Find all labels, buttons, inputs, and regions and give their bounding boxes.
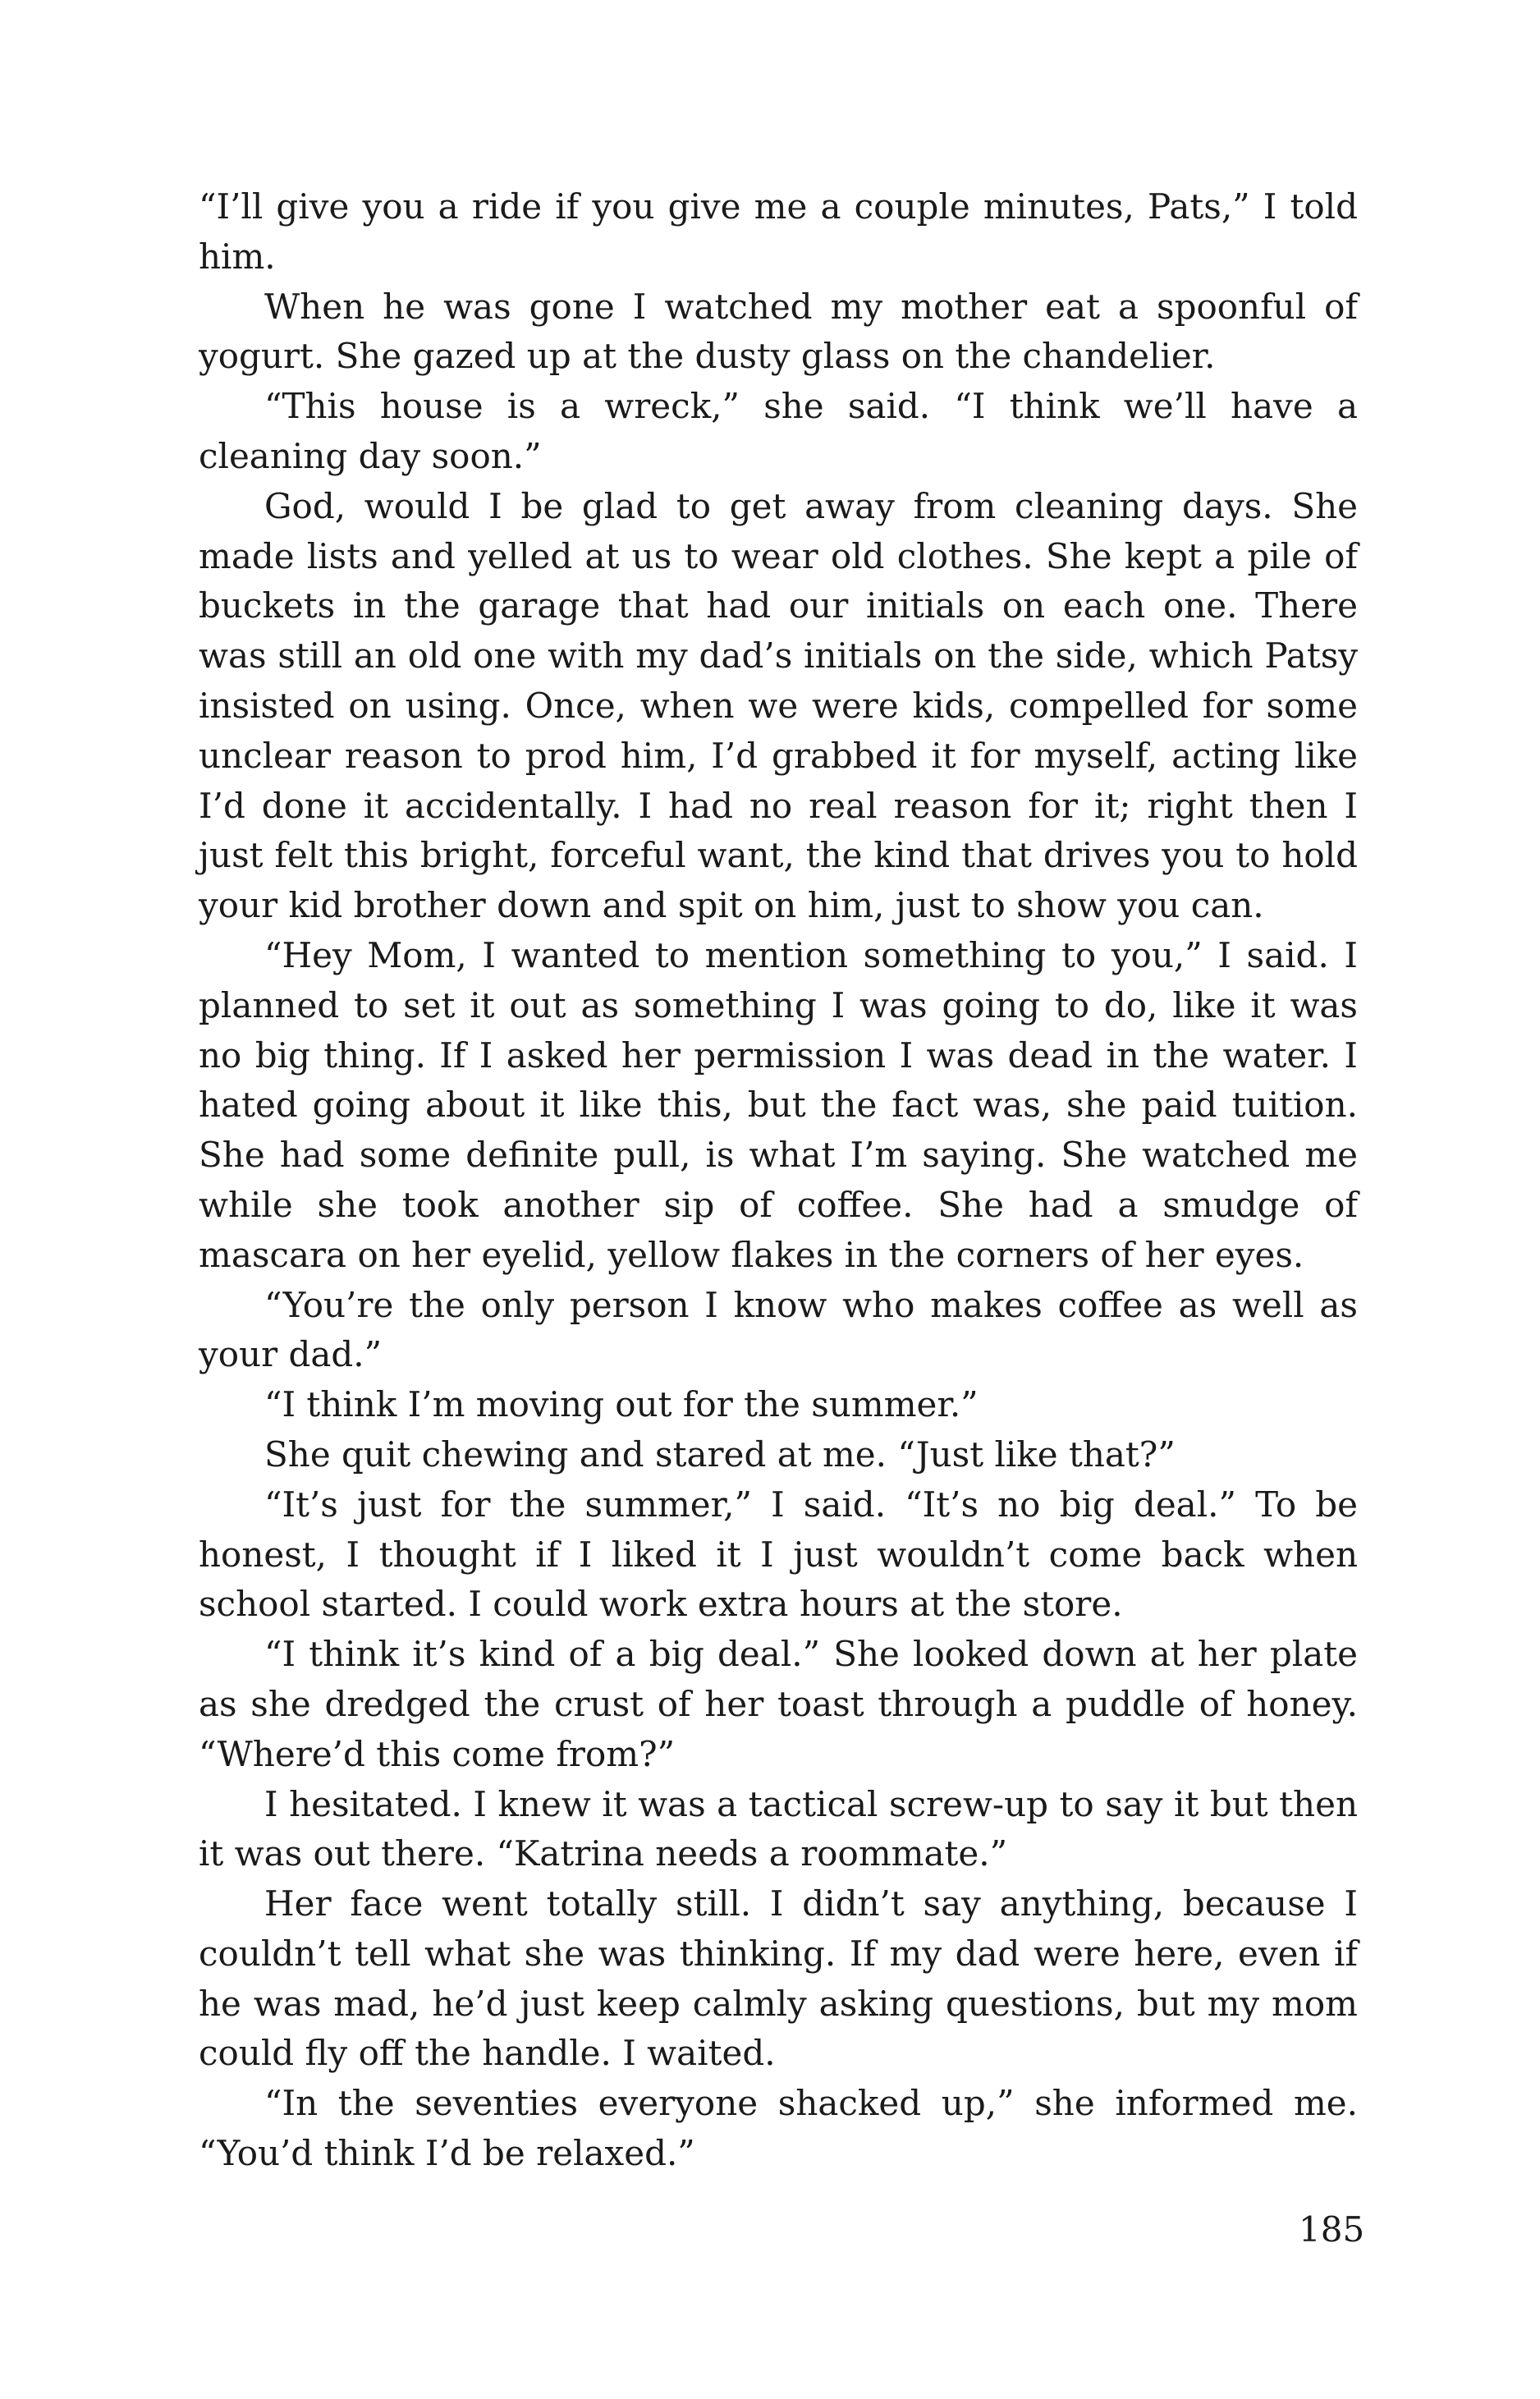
paragraph: “In the seventies everyone shacked up,” she informed me. “You’d think I’d be relaxed.” — [199, 2083, 1358, 2174]
paragraph: “I’ll give you a ride if you give me a couple minutes, Pats,” I told him. — [199, 186, 1358, 277]
paragraph: “This house is a wreck,” she said. “I think we’ll have a cleaning day soon.” — [199, 386, 1358, 476]
paragraph: “Hey Mom, I wanted to mention something to you,” I said. I planned to set it out as something I was going to do, like it was no big thing. If I asked her permission I was dead in the water. I hated going about it like this, but the fact was, she paid tuition. She had some definite pull, is what I’m saying. She watched me while she took another sip of coffee. She had a smudge of mascara on her eyelid, yellow flakes in the corners of her eyes. — [199, 934, 1358, 1275]
body-text — [199, 182, 1358, 2179]
paragraph: God, would I be glad to get away from cleaning days. She made lists and yelled at us to wear old clothes. She kept a pile of buckets in the garage that had our initials on each one. There was still an old one with my dad’s initials on the side, which Patsy insisted on using. Once, when we were kids, compelled for some unclear reason to prod him, I’d grabbed it for myself, acting like I’d done it accidentally. I had no real reason for it; right then I just felt this bright, forceful want, the kind that drives you to hold your kid brother down and spit on him, just to show you can. — [199, 485, 1358, 926]
paragraph: Her face went totally still. I didn’t say anything, because I couldn’t tell what she was thinking. If my dad were here, even if he was mad, he’d just keep calmly asking questions, but my mom could fly off the handle. I waited. — [199, 1883, 1358, 2074]
paragraph: She quit chewing and stared at me. “Just like that?” — [264, 1433, 1176, 1475]
paragraph: When he was gone I watched my mother eat a spoonful of yogurt. She gazed up at the dusty glass on the chandelier. — [199, 286, 1358, 377]
paragraph: “It’s just for the summer,” I said. “It’s no big deal.” To be honest, I thought if I liked it I just wouldn’t come back when school started. I could work extra hours at the store. — [199, 1484, 1358, 1625]
paragraph: “I think it’s kind of a big deal.” She looked down at her plate as she dredged the crust of her toast through a puddle of honey. “Where’d this come from?” — [199, 1634, 1358, 1774]
paragraph: I hesitated. I knew it was a tactical screw-up to say it but then it was out there. “Katrina needs a roommate.” — [199, 1783, 1358, 1874]
page-number: 185 — [1299, 2209, 1365, 2250]
paragraph: “You’re the only person I know who makes coffee as well as your dad.” — [199, 1284, 1358, 1375]
paragraph: “I think I’m moving out for the summer.” — [264, 1384, 979, 1425]
